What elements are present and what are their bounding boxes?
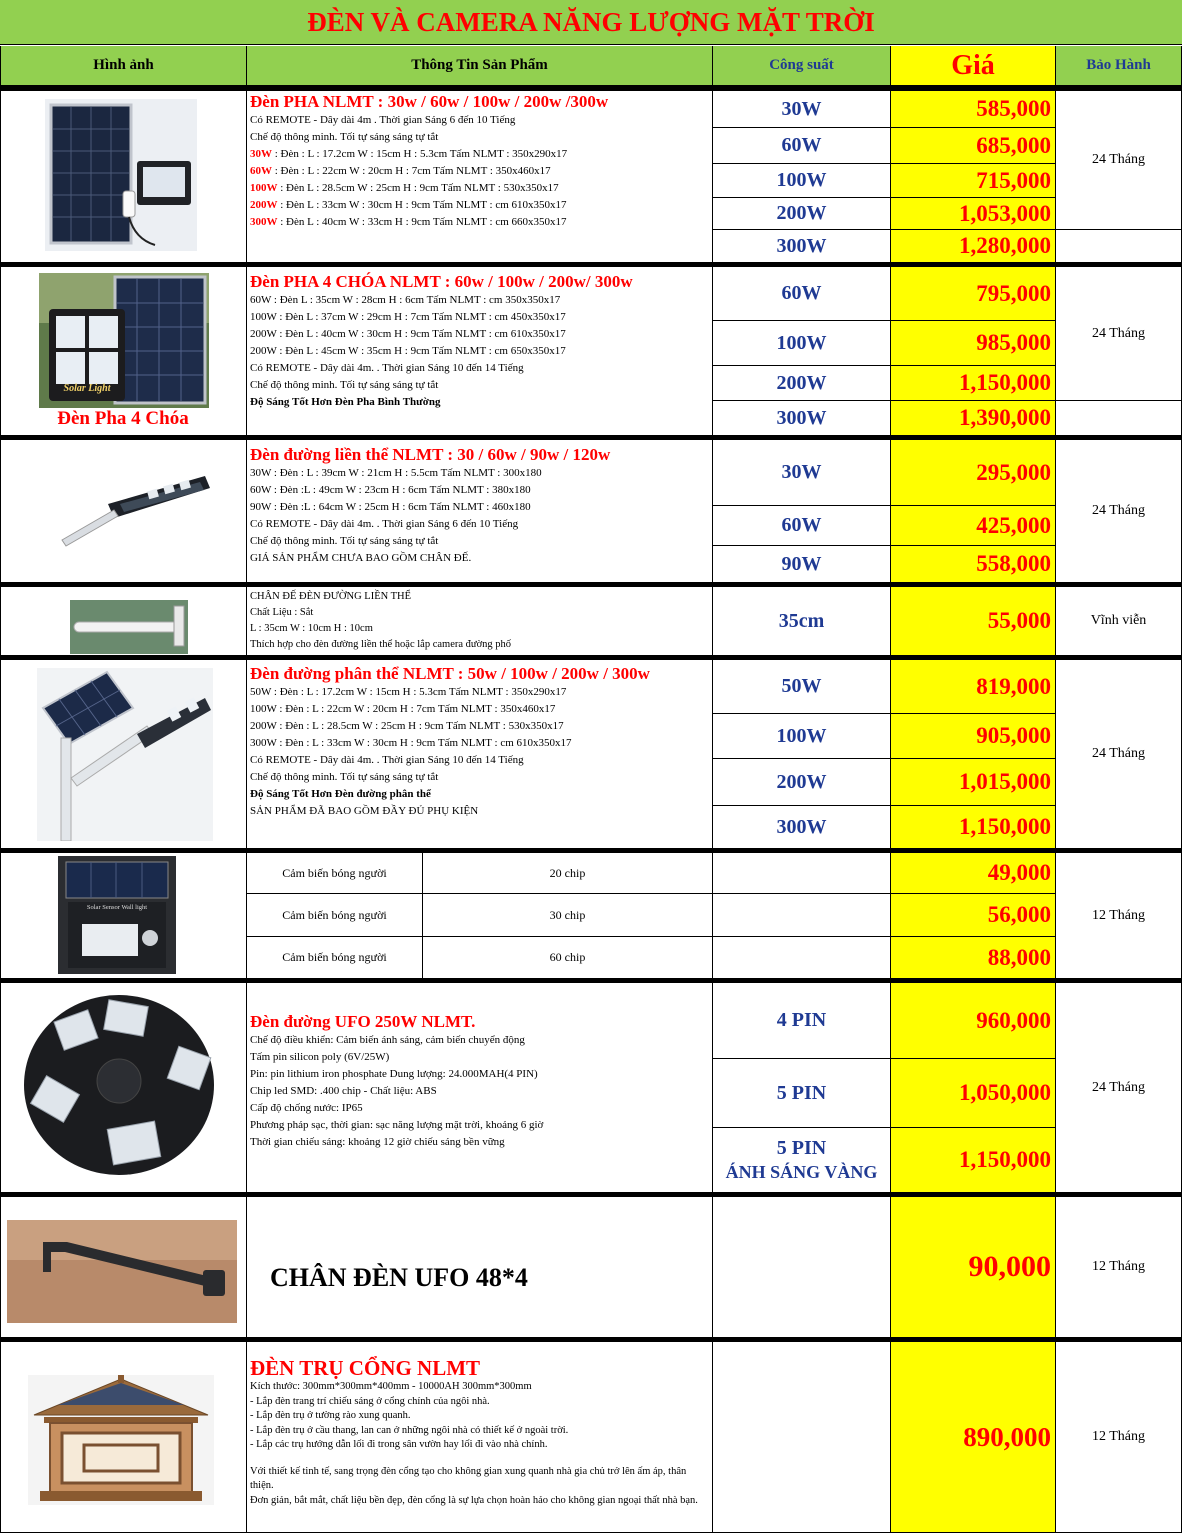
spec-line: L : 35cm W : 10cm H : 10cm [250,623,373,634]
product-title: ĐÈN TRỤ CỔNG NLMT [250,1356,481,1380]
street-light-bracket-image [70,600,188,654]
power-value: 200W [776,371,827,394]
sensor-name: Cảm biến bóng người [282,950,387,964]
spec-line: Pin: pin lithium iron phosphate Dung lượng: 24.000MAH(4 PIN) [250,1068,538,1080]
product-title: Đèn đường phân thể NLMT : 50w / 100w / 200w / 300w [250,664,650,683]
ufo-bracket-image [7,1220,237,1323]
price-value: 819,000 [976,673,1051,699]
product-image-label: Solar Sensor Wall light [86,904,148,911]
product-info [250,92,712,231]
price-value: 795,000 [976,280,1051,306]
price-value: 890,000 [963,1421,1051,1452]
spec-line: Kích thước: 300mm*300mm*400mm - 10000AH 300mm*300mm [250,1381,532,1392]
price-value: 90,000 [968,1250,1051,1283]
spec-line: 300W : Đèn L : 40cm W : 33cm H : 9cm Tấm NLMT : cm 660x350x17 [250,216,567,228]
power-value: 300W [776,406,827,429]
price-value: 1,390,000 [959,405,1051,430]
spec-line: Thích hợp cho đèn đường liền thể hoặc lắp camera đường phố [250,639,512,650]
power-value: 300W [776,815,827,838]
spec-line: 200W : Đèn L : 40cm W : 30cm H : 9cm Tấm NLMT : cm 610x350x17 [250,328,566,340]
price-value: 1,150,000 [959,370,1051,395]
spec-line: Có REMOTE - Dây dài 4m. . Thời gian Sáng 10 đến 14 Tiếng [250,362,524,374]
integrated-street-light-image [60,470,210,550]
header-image: Hình ảnh [0,46,247,86]
product-title: Đèn đường liền thể NLMT : 30 / 60w / 90w / 120w [250,445,611,464]
product-title: Đèn đường UFO 250W NLMT. [250,1012,476,1031]
spec-line: 100W : Đèn L : 28.5cm W : 25cm H : 9cm Tấm NLMT : 530x350x17 [250,182,559,194]
spec-line: Chế độ thông minh. Tối tự sáng sáng tự tắt [250,131,439,143]
power-value: 300W [776,234,827,257]
ufo-street-light-image [22,993,217,1178]
power-value: 100W [776,169,827,191]
warranty-value: 24 Tháng [1091,746,1145,761]
spec-line: 30W : Đèn : L : 39cm W : 21cm H : 5.5cm Tấm NLMT : 300x180 [250,467,542,479]
spec-line: Có REMOTE - Dây dài 4m. . Thời gian Sáng 6 đến 10 Tiếng [250,518,519,530]
price-value: 1,280,000 [959,233,1051,258]
power-value: 30W [781,97,822,120]
spec-line: GIÁ SẢN PHẨM CHƯA BAO GỒM CHÂN ĐẾ. [250,552,472,564]
spec-line: 60W : Đèn L : 35cm W : 28cm H : 6cm Tấm NLMT : cm 350x350x17 [250,294,561,306]
spec-line: Thời gian chiếu sáng: khoảng 12 giờ chiếu sáng bền vững [250,1136,505,1148]
spec-line: Tấm pin silicon poly (6V/25W) [250,1051,390,1063]
gate-pillar-light-image [28,1375,214,1505]
spec-line: Chất Liệu : Sắt [250,607,314,618]
product-image-label: Solar Light [63,383,111,394]
price-value: 558,000 [976,551,1051,576]
spec-line: 200W : Đèn L : 33cm W : 30cm H : 9cm Tấm NLMT : cm 610x350x17 [250,199,567,211]
price-value: 685,000 [976,132,1051,158]
power-value: 50W [781,675,822,697]
product-info [250,1356,712,1508]
spec-line: - Lắp đèn trang trí chiếu sáng ở cổng chính của ngôi nhà. [250,1395,490,1407]
spec-line: Chip led SMD: .400 chip - Chất liệu: ABS [250,1085,437,1097]
product-info [250,272,712,411]
price-value: 960,000 [976,1007,1051,1033]
power-value: 90W [781,552,822,575]
spec-line: Có REMOTE - Dây dài 4m. . Thời gian Sáng 10 đến 14 Tiếng [250,754,524,766]
power-value: 100W [776,331,827,354]
page-title: ĐÈN VÀ CAMERA NĂNG LƯỢNG MẶT TRỜI [0,0,1182,45]
spec-line: - Lắp đèn trụ ở tường rào xung quanh. [250,1410,411,1421]
product-info [250,445,712,567]
spec-line: Chế độ điều khiển: Cảm biến ánh sáng, cảm biến chuyển động [250,1034,525,1046]
spec-line: 60W : Đèn : L : 22cm W : 20cm H : 7cm Tấm NLMT : 350x460x17 [250,165,551,177]
price-value: 905,000 [976,723,1051,748]
price-value: 425,000 [976,512,1051,538]
spec-line: 50W : Đèn : L : 17.2cm W : 15cm H : 5.3cm Tấm NLMT : 350x290x17 [250,686,567,698]
warranty-value: 12 Tháng [1091,1259,1145,1274]
price-value: 56,000 [987,902,1051,927]
spec-line: 300W : Đèn : L : 33cm W : 30cm H : 9cm Tấm NLMT : cm 610x350x17 [250,737,572,749]
split-street-light-image [37,668,213,841]
product-title: Đèn PHA 4 CHÓA NLMT : 60w / 100w / 200w/ 300w [250,272,633,291]
spec-line: 90W : Đèn :L : 64cm W : 25cm H : 6cm Tấm NLMT : 460x180 [250,501,531,513]
header-info: Thông Tin Sản Phẩm [247,46,713,86]
product-title: Đèn PHA NLMT : 30w / 60w / 100w / 200w /300w [250,92,609,111]
spec-line: - Lắp đèn trụ ở cầu thang, lan can ở những ngôi nhà có thiết kế ở ngoài trời. [250,1424,569,1436]
chip-count: 60 chip [549,950,586,964]
warranty-value: 12 Tháng [1091,907,1145,923]
power-value: 60W [781,282,822,304]
header-power: Công suất [713,46,891,86]
price-value: 1,015,000 [959,769,1051,794]
spec-line: 60W : Đèn :L : 49cm W : 23cm H : 6cm Tấm NLMT : 380x180 [250,484,531,496]
chip-count: 30 chip [549,907,586,922]
warranty-value: 24 Tháng [1091,325,1145,341]
warranty-value: 24 Tháng [1091,152,1145,167]
price-value: 49,000 [987,860,1051,885]
warranty-value: 24 Tháng [1091,1079,1145,1095]
product-title: CHÂN ĐÈN UFO 48*4 [270,1263,528,1292]
description-paragraph: Với thiết kế tinh tế, sang trọng đèn cổng tạo cho không gian xung quanh nhà gia chủ trở lên ấm áp, thân thiện. [250,1465,687,1491]
product-info [250,664,712,820]
sensor-wall-light-image [58,856,176,974]
spec-line: 30W : Đèn : L : 17.2cm W : 15cm H : 5.3cm Tấm NLMT : 350x290x17 [250,148,568,160]
price-value: 1,053,000 [959,200,1051,226]
power-value: 100W [776,724,827,747]
header-price: Giá [891,46,1056,86]
product-info [250,589,712,653]
spec-line: 200W : Đèn : L : 28.5cm W : 25cm H : 9cm Tấm NLMT : 530x350x17 [250,720,564,732]
price-value: 1,150,000 [959,1147,1051,1172]
spec-line: 100W : Đèn L : 37cm W : 29cm H : 7cm Tấm NLMT : cm 450x350x17 [250,311,566,323]
power-value: 60W [781,134,822,156]
warranty-value: 24 Tháng [1091,503,1145,518]
sensor-name: Cảm biến bóng người [282,865,387,880]
spec-line: Có REMOTE - Dây dài 4m . Thời gian Sáng 6 đến 10 Tiếng [250,114,516,126]
chip-count: 20 chip [549,865,586,880]
spec-line: Cấp độ chống nước: IP65 [250,1102,363,1114]
spec-line: SẢN PHẨM ĐÃ BAO GỒM ĐẦY ĐỦ PHỤ KIỆN [250,805,479,817]
power-value: 35cm [778,609,825,632]
price-value: 295,000 [976,459,1051,485]
price-value: 585,000 [976,96,1051,121]
spec-line: 100W : Đèn : L : 22cm W : 20cm H : 7cm Tấm NLMT : 350x460x17 [250,703,556,715]
spec-line: Phương pháp sạc, thời gian: sạc năng lượng mặt trời, khoảng 6 giờ [250,1119,544,1131]
price-value: 1,150,000 [959,814,1051,839]
price-value: 1,050,000 [959,1080,1051,1105]
sensor-name: Cảm biến bóng người [282,907,387,922]
power-value: 5 PIN [776,1081,827,1104]
power-value: 200W [776,770,827,793]
solar-flood-light-image [45,99,197,251]
price-value: 88,000 [987,944,1051,970]
description-paragraph: Đơn giản, bắt mắt, chất liệu bền đẹp, đèn cổng là sự lựa chọn hoàn hảo cho không gian ngoại thất nhà bạn. [250,1494,698,1506]
power-value: 4 PIN [776,1009,827,1031]
price-value: 55,000 [987,608,1051,633]
spec-line: Độ Sáng Tốt Hơn Đèn đường phân thể [250,788,431,800]
four-head-flood-light-image [39,273,209,408]
image-caption: Đèn Pha 4 Chóa [57,408,189,429]
spec-line: Chế độ thông minh. Tối tự sáng sáng tự tắt [250,379,439,391]
spec-line: Chế độ thông minh. Tối tự sáng sáng tự tắt [250,771,439,783]
spec-line: 200W : Đèn L : 45cm W : 35cm H : 9cm Tấm NLMT : cm 650x350x17 [250,345,566,357]
product-info [250,1012,712,1151]
warranty-value: 12 Tháng [1091,1429,1145,1444]
spec-line: CHÂN ĐẾ ĐÈN ĐƯỜNG LIỀN THỂ [250,591,412,602]
power-value: 60W [781,514,822,536]
spec-line: Độ Sáng Tốt Hơn Đèn Pha Bình Thường [250,396,441,408]
price-value: 985,000 [976,330,1051,355]
spec-line: Chế độ thông minh. Tối tự sáng sáng tự tắt [250,535,439,547]
warranty-value: Vĩnh viễn [1090,613,1147,628]
price-value: 715,000 [976,167,1051,193]
spec-line: - Lắp các trụ hướng dẫn lối đi trong sân vườn hay lối đi vào nhà chính. [250,1439,548,1450]
power-value: 5 PIN ÁNH SÁNG VÀNG [725,1137,878,1183]
header-warranty: Bảo Hành [1056,46,1182,86]
power-value: 200W [776,202,827,224]
power-value: 30W [781,461,822,483]
